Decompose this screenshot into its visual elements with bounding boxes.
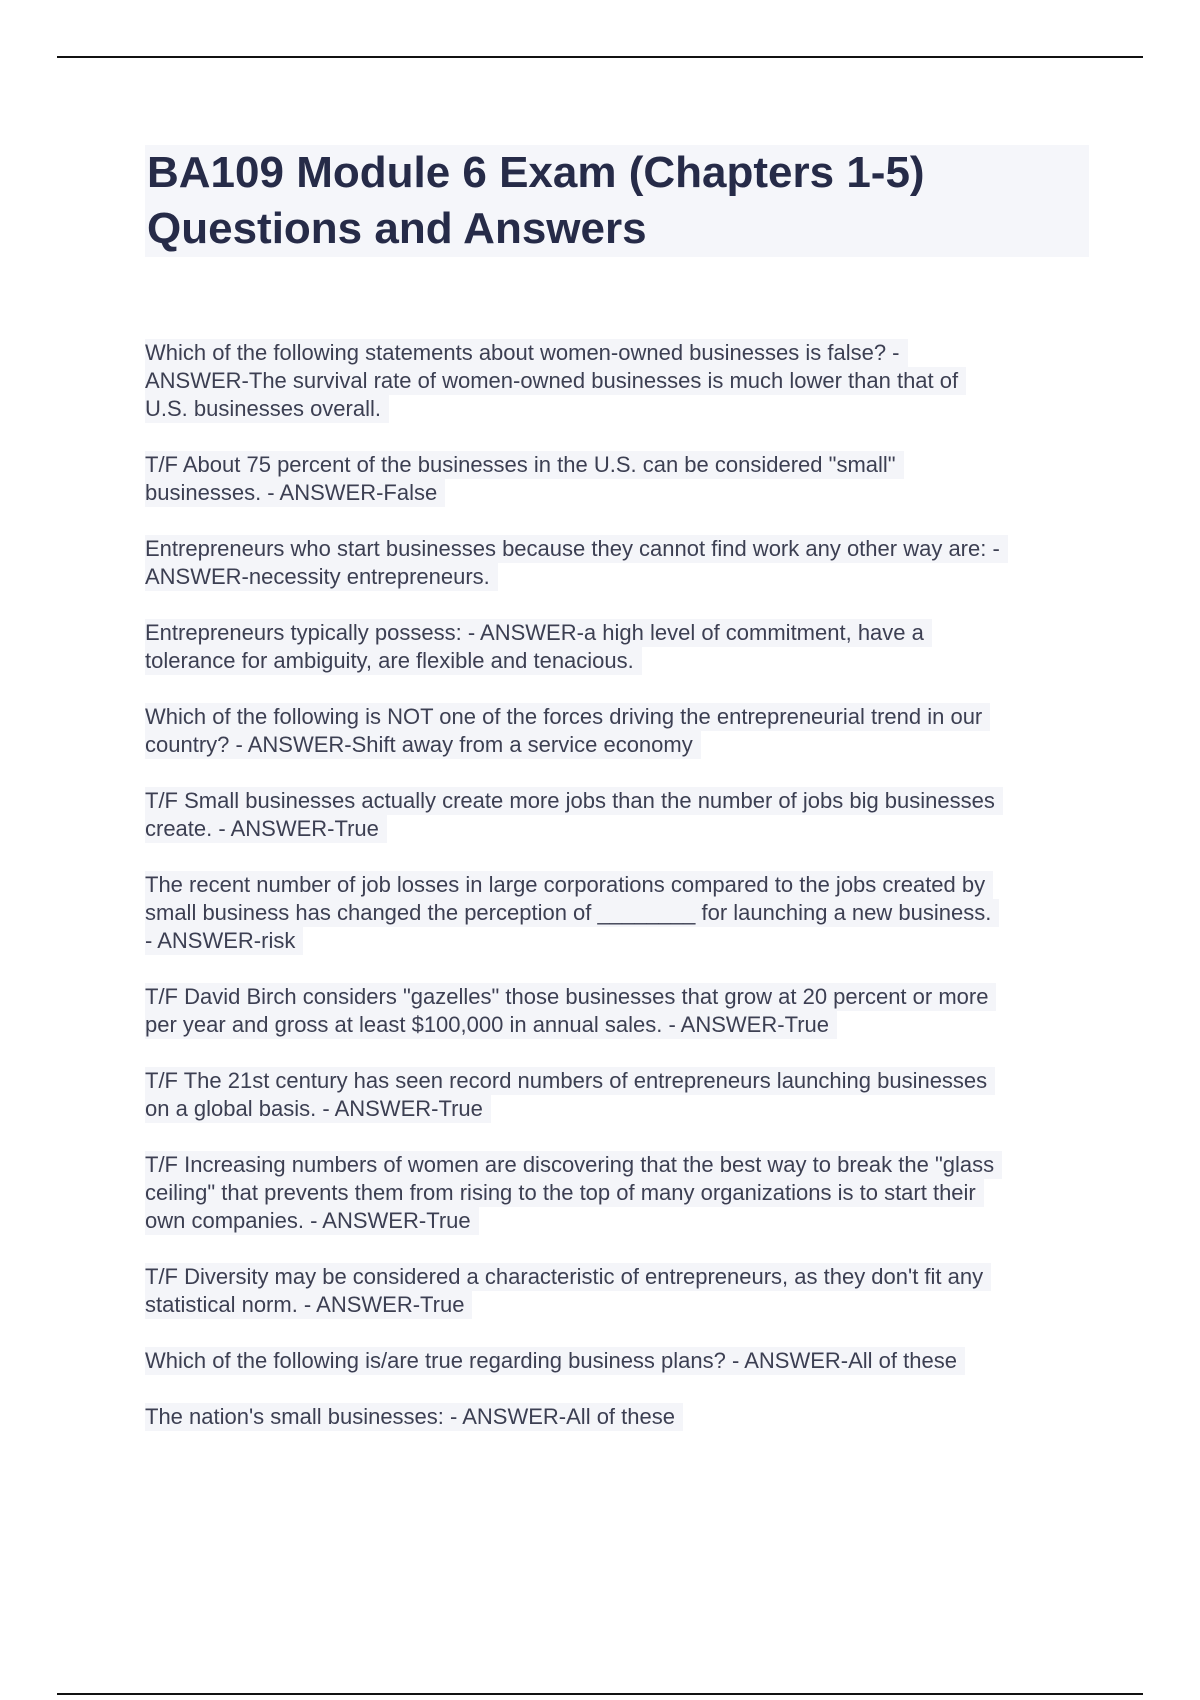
qa-item xyxy=(145,339,1095,423)
qa-text-line: The nation's small businesses: - ANSWER-All of these xyxy=(145,1403,683,1431)
qa-text-line: ceiling" that prevents them from rising to the top of many organizations is to start their xyxy=(145,1179,984,1207)
qa-text-line: statistical norm. - ANSWER-True xyxy=(145,1291,472,1319)
qa-text-line: businesses. - ANSWER-False xyxy=(145,479,445,507)
qa-text-line: per year and gross at least $100,000 in annual sales. - ANSWER-True xyxy=(145,1011,837,1039)
qa-text-line: The recent number of job losses in large corporations compared to the jobs created by xyxy=(145,871,993,899)
qa-item xyxy=(145,871,1095,955)
qa-text-line: country? - ANSWER-Shift away from a service economy xyxy=(145,731,701,759)
bottom-rule xyxy=(57,1693,1143,1695)
document-title xyxy=(145,145,1089,257)
qa-list xyxy=(145,339,1095,1459)
qa-text-line: small business has changed the perception of ________ for launching a new business. xyxy=(145,899,999,927)
qa-text-line: own companies. - ANSWER-True xyxy=(145,1207,479,1235)
qa-text-line: T/F David Birch considers "gazelles" those businesses that grow at 20 percent or more xyxy=(145,983,996,1011)
qa-item xyxy=(145,451,1095,507)
qa-item xyxy=(145,1263,1095,1319)
qa-text-line: - ANSWER-risk xyxy=(145,927,303,955)
qa-text-line: T/F Diversity may be considered a characteristic of entrepreneurs, as they don't fit any xyxy=(145,1263,991,1291)
qa-item xyxy=(145,1067,1095,1123)
qa-item xyxy=(145,983,1095,1039)
qa-text-line: Which of the following statements about women-owned businesses is false? - xyxy=(145,339,908,367)
qa-text-line: ANSWER-necessity entrepreneurs. xyxy=(145,563,498,591)
qa-text-line: on a global basis. - ANSWER-True xyxy=(145,1095,491,1123)
qa-item xyxy=(145,535,1095,591)
top-rule xyxy=(57,56,1143,58)
qa-text-line: Entrepreneurs typically possess: - ANSWER-a high level of commitment, have a xyxy=(145,619,932,647)
qa-text-line: T/F The 21st century has seen record numbers of entrepreneurs launching businesses xyxy=(145,1067,995,1095)
qa-item xyxy=(145,703,1095,759)
qa-item xyxy=(145,1347,1095,1375)
qa-item xyxy=(145,619,1095,675)
qa-item xyxy=(145,1151,1095,1235)
qa-text-line: T/F About 75 percent of the businesses in the U.S. can be considered "small" xyxy=(145,451,904,479)
qa-text-line: ANSWER-The survival rate of women-owned businesses is much lower than that of xyxy=(145,367,966,395)
qa-text-line: Which of the following is NOT one of the forces driving the entrepreneurial trend in our xyxy=(145,703,990,731)
qa-text-line: tolerance for ambiguity, are flexible and tenacious. xyxy=(145,647,642,675)
qa-item xyxy=(145,1403,1095,1431)
qa-item xyxy=(145,787,1095,843)
qa-text-line: Entrepreneurs who start businesses because they cannot find work any other way are: - xyxy=(145,535,1008,563)
qa-text-line: U.S. businesses overall. xyxy=(145,395,389,423)
title-line: BA109 Module 6 Exam (Chapters 1-5) xyxy=(147,148,925,197)
qa-text-line: T/F Increasing numbers of women are discovering that the best way to break the "glass xyxy=(145,1151,1002,1179)
title-line: Questions and Answers xyxy=(147,204,647,253)
qa-text-line: T/F Small businesses actually create more jobs than the number of jobs big businesses xyxy=(145,787,1003,815)
qa-text-line: create. - ANSWER-True xyxy=(145,815,387,843)
qa-text-line: Which of the following is/are true regarding business plans? - ANSWER-All of these xyxy=(145,1347,965,1375)
